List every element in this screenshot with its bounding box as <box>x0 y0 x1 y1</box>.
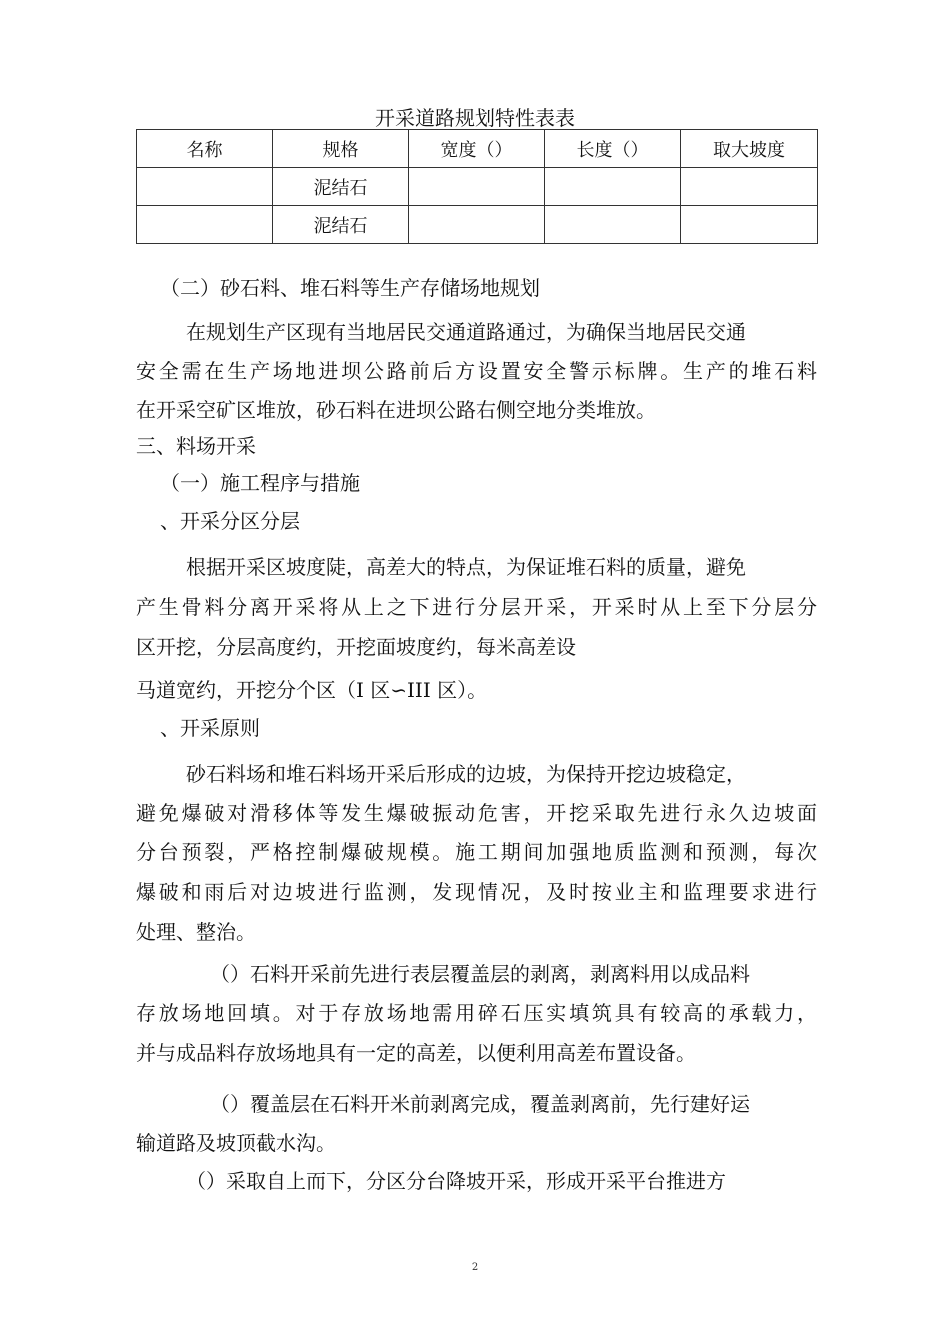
paragraph-line: 避免爆破对滑移体等发生爆破振动危害，开挖采取先进行永久边坡面 <box>136 801 817 825</box>
paragraph-line: 根据开采区坡度陡，高差大的特点，为保证堆石料的质量，避免 <box>186 555 746 579</box>
table-cell <box>681 168 818 206</box>
paragraph-line: （）采取自上而下，分区分台降坡开采，形成开采平台推进方 <box>186 1169 726 1193</box>
paragraph-line: 产生骨料分离开采将从上之下进行分层开采，开采时从上至下分层分 <box>136 595 817 619</box>
table-cell: 泥结石 <box>273 168 409 206</box>
paragraph-line: （）覆盖层在石料开米前剥离完成，覆盖剥离前，先行建好运 <box>210 1092 750 1116</box>
header-width: 宽度（） <box>409 130 545 168</box>
paragraph-line: 并与成品料存放场地具有一定的高差，以便利用高差布置设备。 <box>136 1041 696 1065</box>
header-spec: 规格 <box>273 130 409 168</box>
table-header-row <box>137 130 818 168</box>
table-cell <box>409 168 545 206</box>
table-cell <box>137 206 273 244</box>
table-cell: 泥结石 <box>273 206 409 244</box>
table-cell <box>409 206 545 244</box>
paragraph-line: 爆破和雨后对边坡进行监测，发现情况，及时按业主和监理要求进行 <box>136 880 817 904</box>
section-heading-storage: （二）砂石料、堆石料等生产存储场地规划 <box>160 276 540 300</box>
paragraph-line: 安全需在生产场地进坝公路前后方设置安全警示标牌。生产的堆石料 <box>136 359 817 383</box>
paragraph-line: 处理、整治。 <box>136 920 256 944</box>
subheading-principles: 、开采原则 <box>160 716 260 740</box>
section-heading-quarry: 三、料场开采 <box>136 434 256 458</box>
header-name: 名称 <box>137 130 273 168</box>
page-number: 2 <box>471 1262 479 1273</box>
paragraph-line: 在规划生产区现有当地居民交通道路通过，为确保当地居民交通 <box>186 320 746 344</box>
table-row <box>137 206 818 244</box>
table-row <box>137 168 818 206</box>
paragraph-line: 在开采空矿区堆放，砂石料在进坝公路右侧空地分类堆放。 <box>136 398 656 422</box>
header-max-slope: 取大坡度 <box>681 130 818 168</box>
table-cell <box>137 168 273 206</box>
table-title: 开采道路规划特性表表 <box>375 106 575 130</box>
paragraph-line: 存放场地回填。对于存放场地需用碎石压实填筑具有较高的承载力， <box>136 1001 817 1025</box>
table-cell <box>545 206 681 244</box>
section-heading-procedure: （一）施工程序与措施 <box>160 471 360 495</box>
header-length: 长度（） <box>545 130 681 168</box>
paragraph-line: （）石料开采前先进行表层覆盖层的剥离，剥离料用以成品料 <box>210 962 750 986</box>
road-spec-table <box>136 129 818 244</box>
table-cell <box>545 168 681 206</box>
subheading-zoning: 、开采分区分层 <box>160 509 300 533</box>
table-cell <box>681 206 818 244</box>
paragraph-line: 砂石料场和堆石料场开采后形成的边坡，为保持开挖边坡稳定， <box>186 762 746 786</box>
paragraph-line: 区开挖，分层高度约，开挖面坡度约，每米高差设 <box>136 635 576 659</box>
paragraph-line: 马道宽约，开挖分个区（I 区∽III 区）。 <box>136 678 488 702</box>
paragraph-line: 分台预裂，严格控制爆破规模。施工期间加强地质监测和预测，每次 <box>136 840 817 864</box>
paragraph-line: 输道路及坡顶截水沟。 <box>136 1131 336 1155</box>
